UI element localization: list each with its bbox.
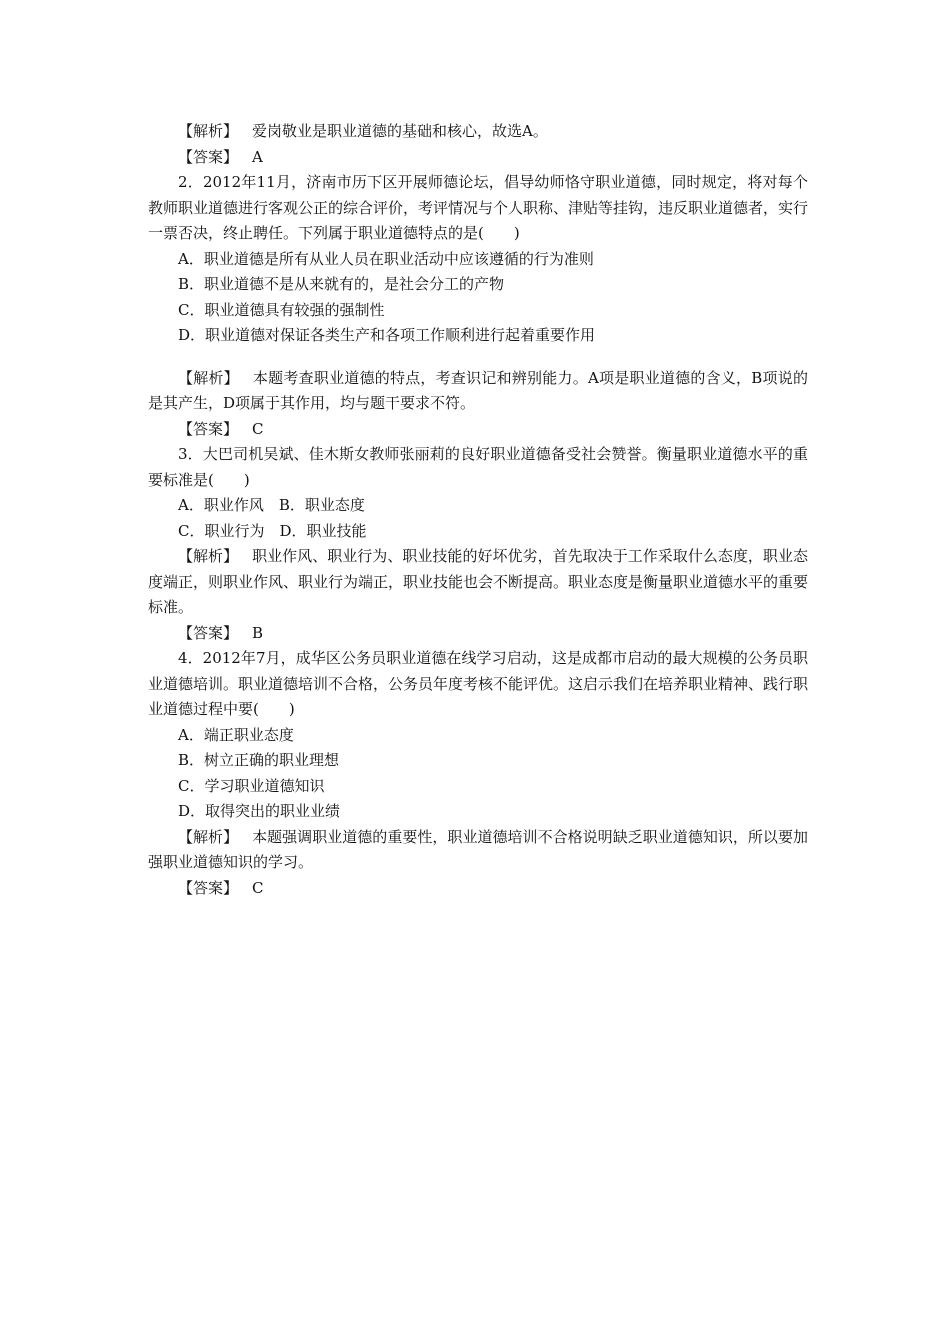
answer-label: 【答案】 [178, 878, 239, 897]
analysis-text: 职业作风、职业行为、职业技能的好坏优劣，首先取决于工作采取什么态度，职业态度端正，则职业作风、职业行为端正，职业技能也会不断提高。职业态度是衡量职业道德水平的重要标准。 [148, 547, 809, 616]
answer-label: 【答案】 [178, 419, 239, 438]
answer-text: C [252, 419, 264, 438]
answer-text: B [252, 623, 264, 642]
spacer [148, 349, 808, 366]
analysis-paragraph [148, 825, 808, 876]
analysis-label: 【解析】 [178, 368, 239, 387]
question-paragraph: 3．大巴司机吴斌、佳木斯女教师张丽莉的良好职业道德备受社会赞誉。衡量职业道德水平的重要标准是( ) [148, 445, 808, 489]
answer-paragraph [148, 417, 808, 443]
answer-label: 【答案】 [178, 147, 239, 166]
analysis-label: 【解析】 [178, 827, 239, 846]
answer-paragraph [148, 621, 808, 647]
answer-paragraph [148, 876, 808, 902]
analysis-paragraph [148, 544, 808, 621]
option-item: A．职业作风 B．职业态度 [178, 496, 365, 514]
question-paragraph: 2．2012年11月，济南市历下区开展师德论坛，倡导幼师恪守职业道德，同时规定，将对每个教师职业道德进行客观公正的综合评价，考评情况与个人职称、津贴等挂钩，违反职业道德者，实行一票否决，终止聘任。下列属于职业道德特点的是( ) [148, 173, 809, 242]
option-item: C．学习职业道德知识 [178, 776, 325, 795]
option-item: C．职业行为 D．职业技能 [178, 521, 367, 540]
analysis-paragraph [148, 366, 808, 417]
answer-paragraph [148, 145, 808, 171]
option-item: D．取得突出的职业业绩 [178, 802, 341, 820]
question-paragraph: 4．2012年7月，成华区公务员职业道德在线学习启动，这是成都市启动的最大规模的公务员职业道德培训。职业道德培训不合格，公务员年度考核不能评优。这启示我们在培养职业精神、践行职业道德过程中要( ) [148, 649, 809, 718]
analysis-label: 【解析】 [178, 122, 239, 140]
answer-label: 【答案】 [178, 623, 239, 642]
answer-text: C [252, 878, 264, 897]
option-item: C．职业道德具有较强的强制性 [178, 300, 385, 319]
analysis-label: 【解析】 [178, 547, 239, 565]
option-item: A．端正职业态度 [178, 725, 294, 744]
analysis-text: 本题强调职业道德的重要性，职业道德培训不合格说明缺乏职业道德知识，所以要加强职业道德知识的学习。 [148, 827, 808, 871]
option-item: A．职业道德是所有从业人员在职业活动中应该遵循的行为准则 [178, 249, 594, 268]
document-body [148, 119, 808, 901]
option-item: B．职业道德不是从来就有的，是社会分工的产物 [178, 275, 505, 293]
answer-text: A [252, 147, 263, 166]
option-item: B．树立正确的职业理想 [178, 751, 340, 769]
analysis-paragraph [148, 119, 808, 145]
analysis-text: 本题考查职业道德的特点，考查识记和辨别能力。A项是职业道德的含义，B项说的是其产生，D项属于其作用，均与题干要求不符。 [148, 368, 808, 412]
option-item: D．职业道德对保证各类生产和各项工作顺利进行起着重要作用 [178, 326, 596, 344]
analysis-text: 爱岗敬业是职业道德的基础和核心，故选A。 [252, 122, 548, 140]
